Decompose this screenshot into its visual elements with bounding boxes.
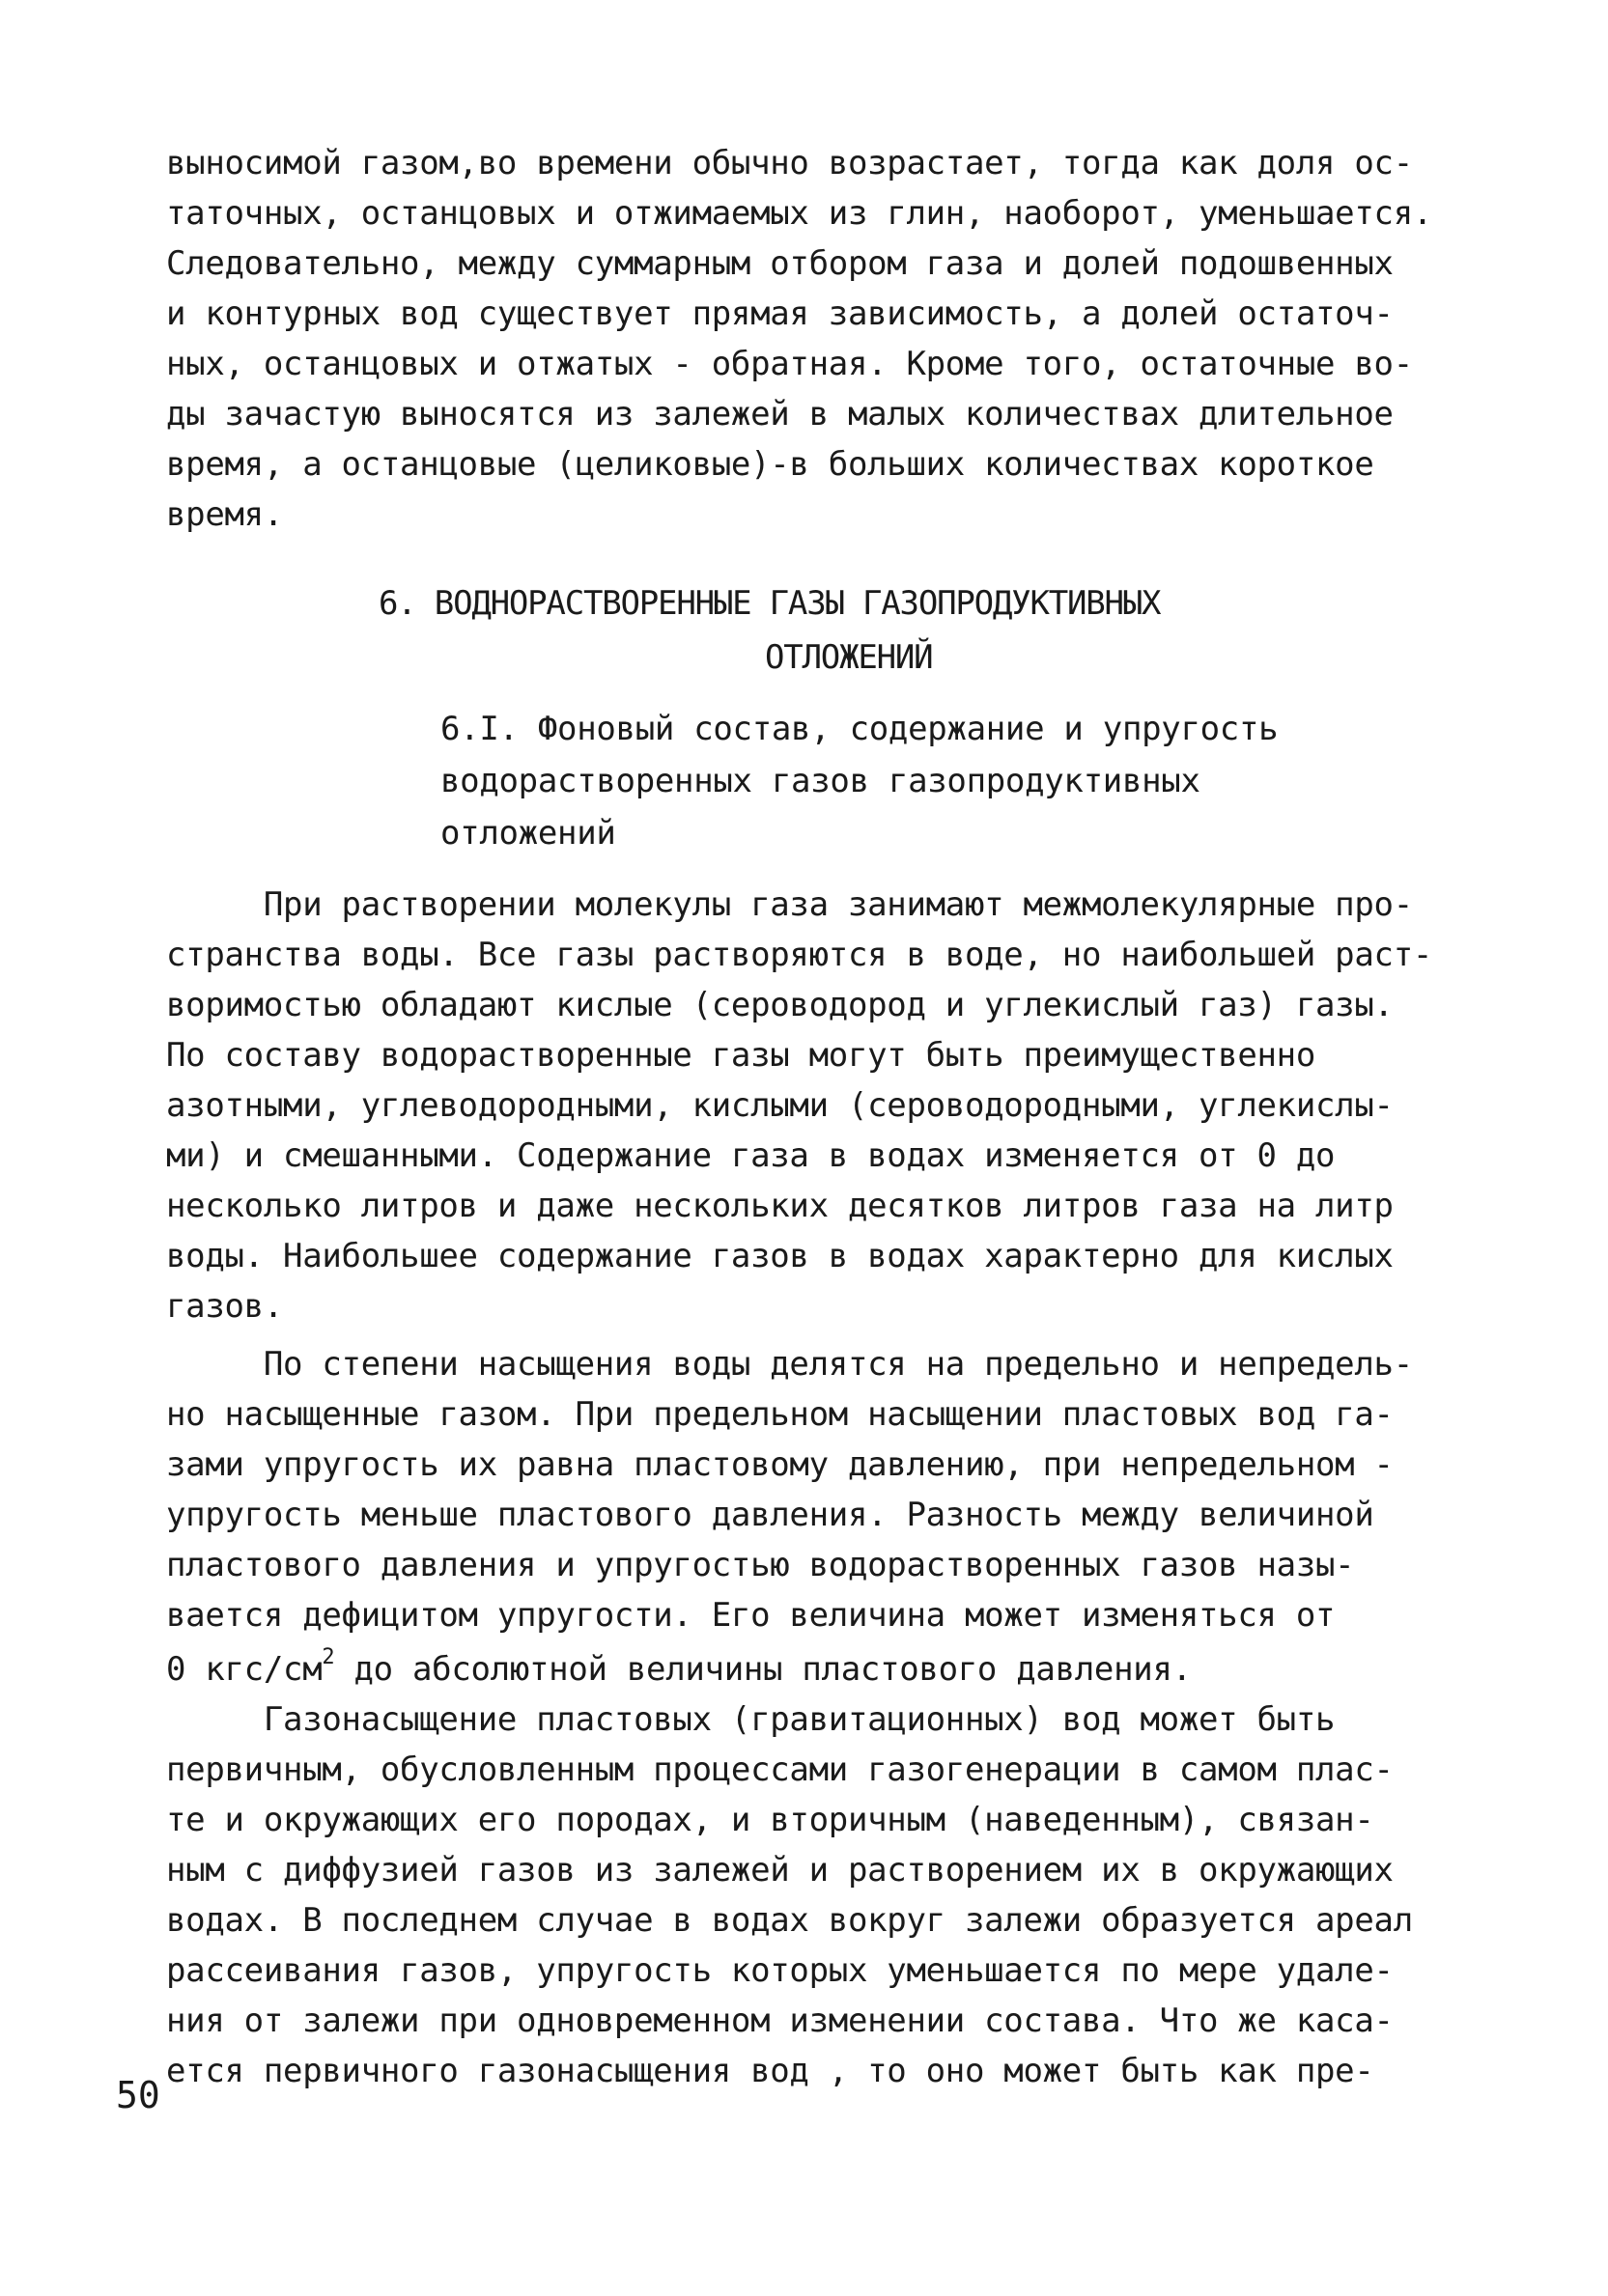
text-line: азотными, углеводородными, кислыми (сероводородными, углекислы- bbox=[166, 1086, 1394, 1125]
text-line: несколько литров и даже нескольких десятков литров газа на литр bbox=[166, 1187, 1394, 1225]
text-line: пластового давления и упругостью водорастворенных газов назы- bbox=[166, 1546, 1355, 1584]
text-line: упругость меньше пластового давления. Разность между величиной bbox=[166, 1496, 1374, 1534]
text-line: рассеивания газов, упругость которых уменьшается по мере удале- bbox=[166, 1951, 1394, 1990]
text-line: таточных, останцовых и отжимаемых из глин, наоборот, уменьшается. bbox=[166, 194, 1433, 233]
text-line: ется первичного газонасыщения вод , то оно может быть как пре- bbox=[166, 2052, 1374, 2090]
text-line: выносимой газом,во времени обычно возрастает, тогда как доля ос- bbox=[166, 144, 1413, 182]
text-line: первичным, обусловленным процессами газогенерации в самом плас- bbox=[166, 1750, 1394, 1789]
text-line: воримостью обладают кислые (сероводород и углекислый газ) газы. bbox=[166, 986, 1394, 1024]
text-line: газов. bbox=[166, 1287, 284, 1326]
text-line: По составу водорастворенные газы могут быть преимущественно bbox=[166, 1036, 1316, 1075]
text-line: те и окружающих его породах, и вторичным (наведенным), связан- bbox=[166, 1801, 1374, 1839]
text-line-with-superscript bbox=[166, 1645, 1192, 1692]
subsection-heading-line: отложений bbox=[440, 814, 616, 853]
text-fragment: 0 кгс/см bbox=[166, 1650, 323, 1689]
text-line: странства воды. Все газы растворяются в воде, но наибольшей раст- bbox=[166, 936, 1433, 974]
text-line: вается дефицитом упругости. Его величина может изменяться от bbox=[166, 1596, 1336, 1635]
page-number: 50 bbox=[116, 2074, 160, 2116]
text-fragment: до абсолютной величины пластового давления. bbox=[334, 1650, 1192, 1689]
text-line: воды. Наибольшее содержание газов в водах характерно для кислых bbox=[166, 1237, 1394, 1275]
text-line: По степени насыщения воды делятся на предельно и непредель- bbox=[166, 1345, 1413, 1384]
text-line: ных, останцовых и отжатых - обратная. Кроме того, остаточные во- bbox=[166, 345, 1413, 383]
superscript: 2 bbox=[322, 1645, 335, 1669]
text-line: Следовательно, между суммарным отбором газа и долей подошвенных bbox=[166, 244, 1394, 283]
text-line: время, а останцовые (целиковые)-в больших количествах короткое bbox=[166, 445, 1374, 484]
text-line: При растворении молекулы газа занимают межмолекулярные про- bbox=[166, 885, 1413, 924]
text-line: водах. В последнем случае в водах вокруг залежи образуется ареал bbox=[166, 1901, 1413, 1940]
subsection-heading-line: 6.I. Фоновый состав, содержание и упругость bbox=[440, 710, 1279, 748]
text-line: ным с диффузией газов из залежей и растворением их в окружающих bbox=[166, 1851, 1394, 1890]
text-line: зами упругость их равна пластовому давлению, при непредельном - bbox=[166, 1445, 1394, 1484]
section-heading-line: 6. ВОДНОРАСТВОРЕННЫЕ ГАЗЫ ГАЗОПРОДУКТИВНЫХ bbox=[379, 584, 1161, 623]
text-line: Газонасыщение пластовых (гравитационных) вод может быть bbox=[166, 1700, 1336, 1739]
section-heading-line: ОТЛОЖЕНИЙ bbox=[765, 638, 933, 677]
text-line: ды зачастую выносятся из залежей в малых количествах длительное bbox=[166, 395, 1394, 434]
subsection-heading-line: водорастворенных газов газопродуктивных bbox=[440, 762, 1200, 800]
text-line: ми) и смешанными. Содержание газа в водах изменяется от 0 до bbox=[166, 1136, 1336, 1175]
text-line: и контурных вод существует прямая зависимость, а долей остаточ- bbox=[166, 294, 1394, 333]
text-line: ния от залежи при одновременном изменении состава. Что же каса- bbox=[166, 2002, 1394, 2040]
text-line: но насыщенные газом. При предельном насыщении пластовых вод га- bbox=[166, 1395, 1394, 1434]
text-line: время. bbox=[166, 495, 284, 534]
